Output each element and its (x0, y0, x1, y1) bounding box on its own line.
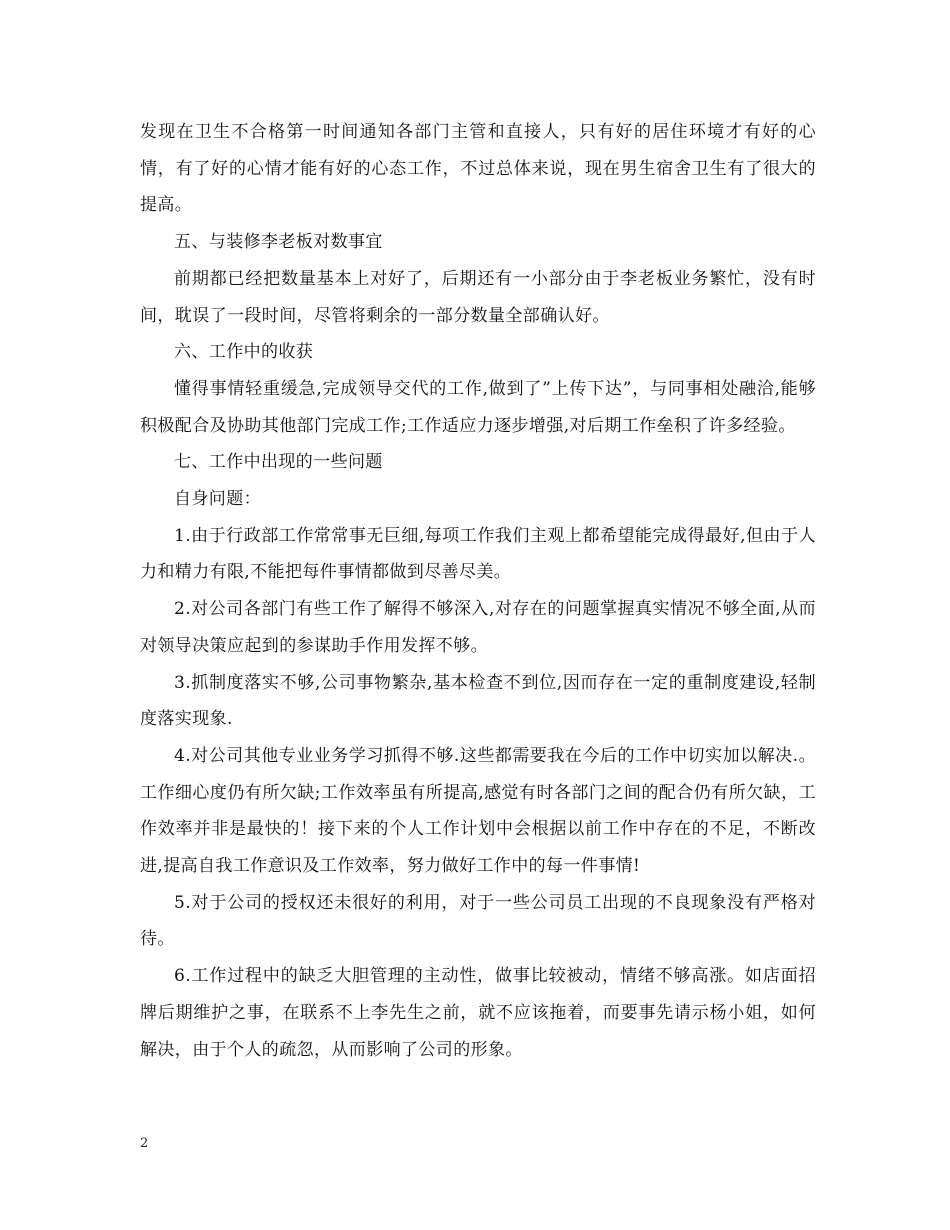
list-item-3: 3.抓制度落实不够,公司事物繁杂,基本检查不到位,因而存在一定的重制度建设,轻制度落实现象. (140, 672, 816, 730)
list-item-5: 5.对于公司的授权还未很好的利用，对于一些公司员工出现的不良现象没有严格对待。 (140, 892, 816, 950)
section-heading-five: 五、与装修李老板对数事宜 (174, 232, 383, 253)
page-number: 2 (140, 1136, 149, 1151)
paragraph-work-gains: 懂得事情轻重缓急,完成领导交代的工作,做到了”上传下达”，与同事相处融洽,能够积极配合及协助其他部门完成工作;工作适应力逐步增强,对后期工作垒积了许多经验。 (140, 378, 816, 436)
document-body (140, 114, 816, 1068)
list-item-6: 6.工作过程中的缺乏大胆管理的主动性，做事比较被动，情绪不够高涨。如店面招牌后期维护之事，在联系不上李先生之前，就不应该拖着，而要事先请示杨小姐，如何解决，由于个人的疏忽，从而影响了公司的形象。 (140, 966, 816, 1060)
subheading-self-issues: 自身问题： (174, 489, 261, 510)
paragraph-continuation-hygiene: 发现在卫生不合格第一时间通知各部门主管和直接人，只有好的居住环境才有好的心情，有了好的心情才能有好的心态工作，不过总体来说，现在男生宿舍卫生有了很大的提高。 (140, 122, 816, 216)
paragraph-renovation-count: 前期都已经把数量基本上对好了，后期还有一小部分由于李老板业务繁忙，没有时间，耽误了一段时间，尽管将剩余的一部分数量全部确认好。 (140, 268, 816, 326)
list-item-2: 2.对公司各部门有些工作了解得不够深入,对存在的问题掌握真实情况不够全面,从而对领导决策应起到的参谋助手作用发挥不够。 (140, 599, 816, 656)
list-item-1: 1.由于行政部工作常常事无巨细,每项工作我们主观上都希望能完成得最好,但由于人力和精力有限,不能把每件事情都做到尽善尽美。 (140, 525, 816, 583)
section-heading-six: 六、工作中的收获 (174, 342, 314, 363)
list-item-4: 4.对公司其他专业业务学习抓得不够.这些都需要我在今后的工作中切实加以解决.。工作细心度仍有所欠缺;工作效率虽有所提高,感觉有时各部门之间的配合仍有所欠缺，工作效率并非是最快的！接下来的个人工作计划中会根据以前工作中存在的不足，不断改进,提高自我工作意识及工作效率，努力做好工作中的每一件事情! (140, 745, 816, 877)
section-heading-seven: 七、工作中出现的一些问题 (174, 452, 383, 473)
